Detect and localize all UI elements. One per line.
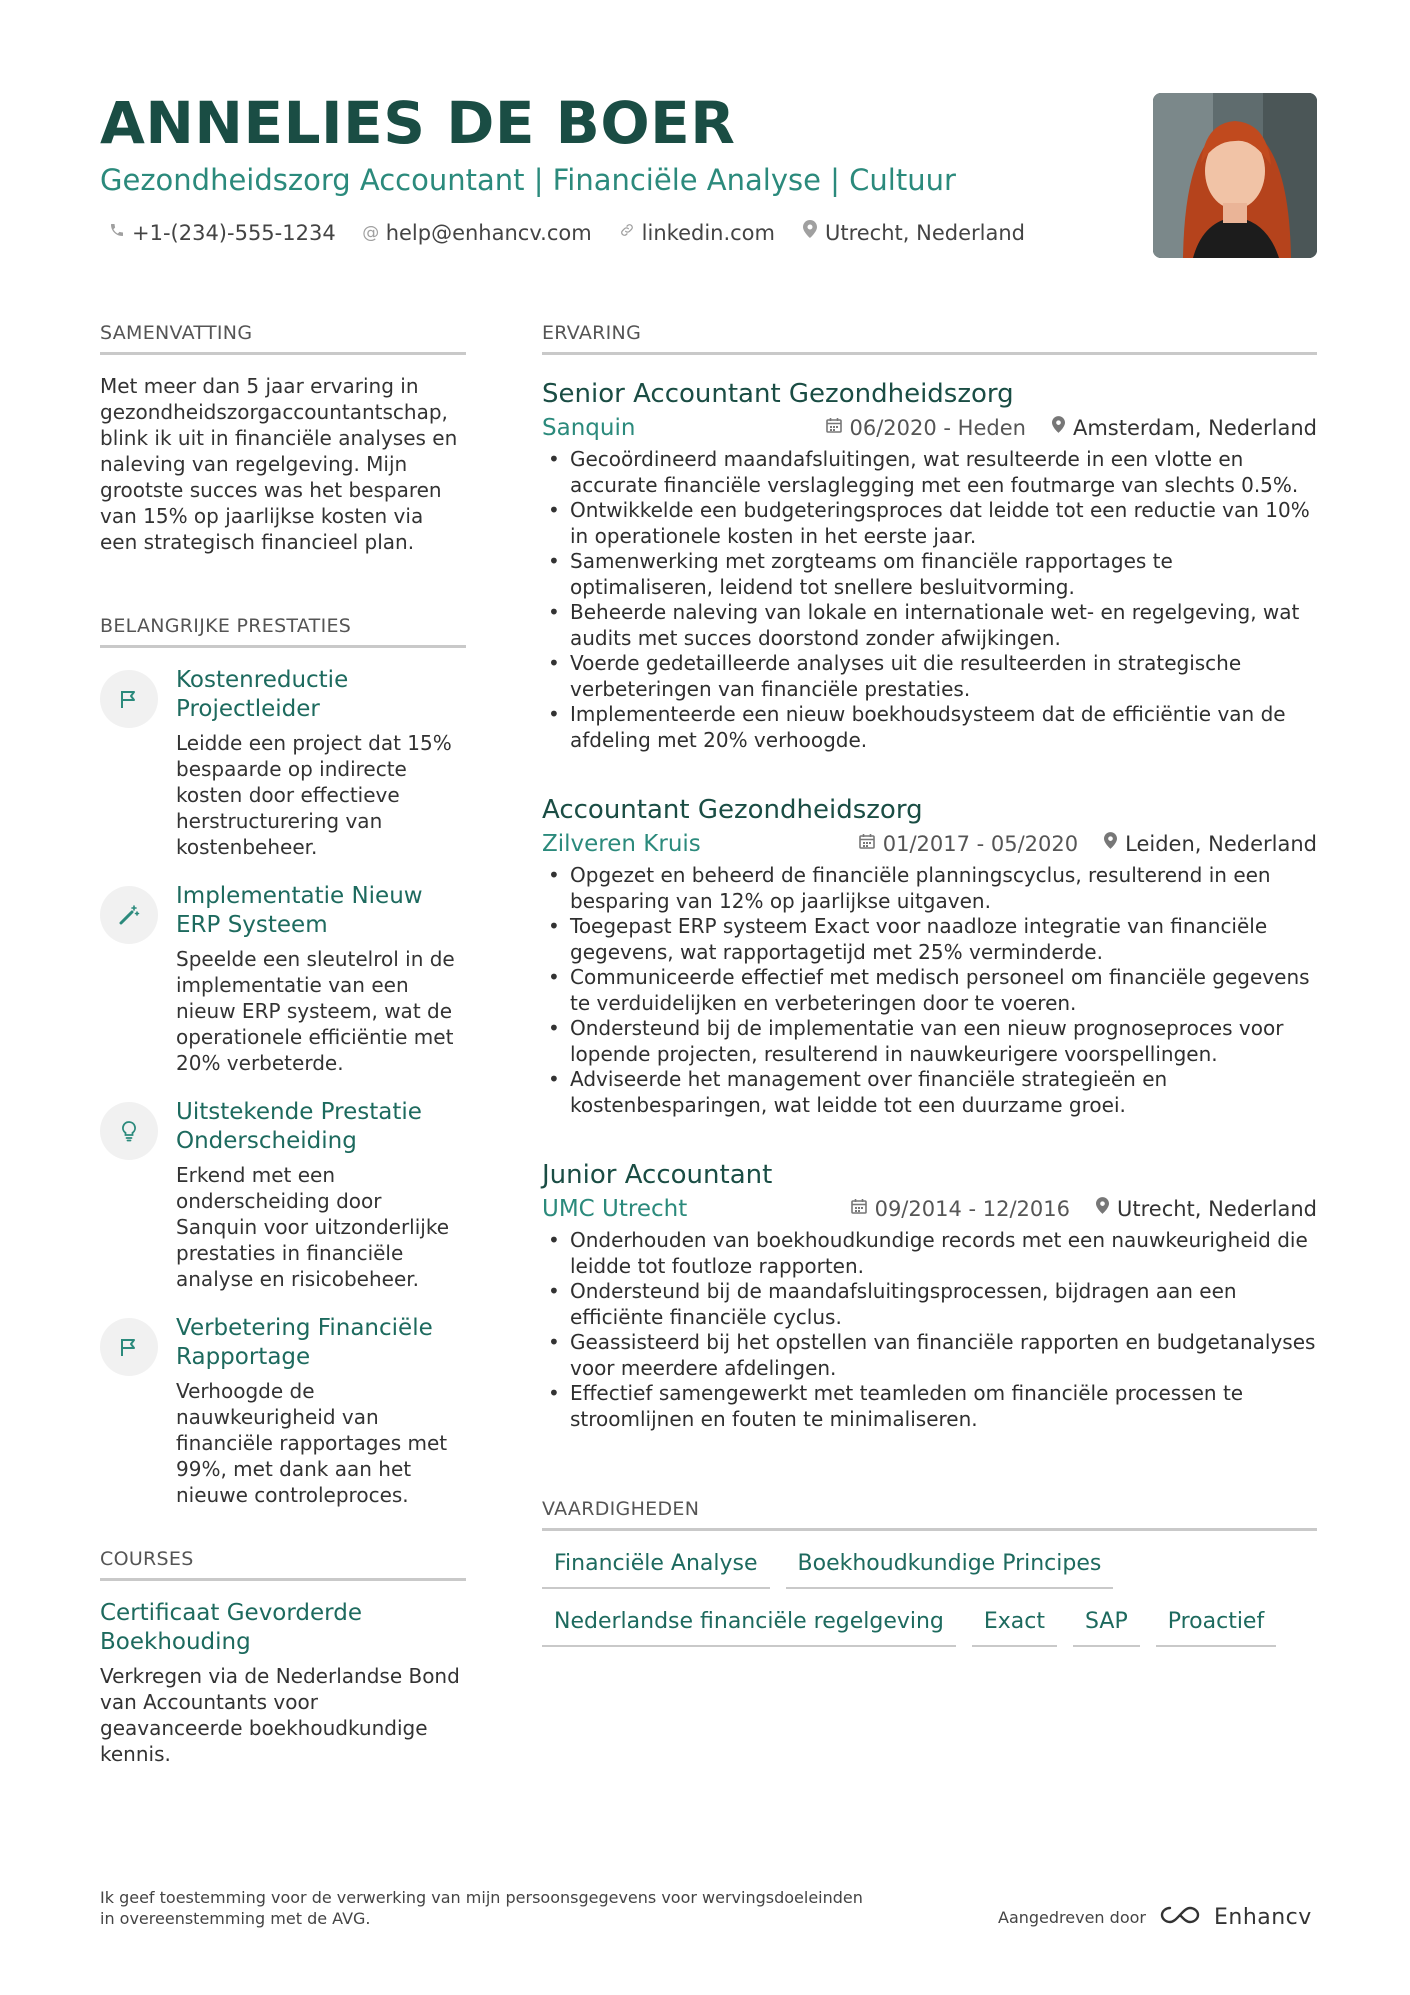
job-bullet: • Samenwerking met zorgteams om financiële rapportages te optimaliseren, leidend tot snellere besluitvorming.: [542, 549, 1317, 600]
flag-icon: [100, 1318, 158, 1376]
job-entry: [542, 377, 1317, 753]
job-location: Leiden, Nederland: [1125, 832, 1317, 856]
course-title: Certificaat Gevorderde Boekhouding: [100, 1600, 362, 1655]
calendar-icon: [851, 1194, 867, 1224]
job-bullet: • Gecoördineerd maandafsluitingen, wat resulteerde in een vlotte en accurate financiële verslaglegging met een foutmarge van slechts 0.5%.: [542, 447, 1317, 498]
job-title: Junior Accountant: [542, 1160, 773, 1190]
enhancv-brand: Enhancv: [1213, 1904, 1312, 1930]
job-date: 09/2014 - 12/2016: [874, 1197, 1070, 1221]
flag-icon: [100, 670, 158, 728]
location-pin-icon: [1052, 413, 1065, 443]
job-title: Accountant Gezondheidszorg: [542, 795, 923, 825]
profile-photo: [1153, 93, 1317, 258]
phone-icon: [108, 218, 126, 248]
skill-tag: Exact: [972, 1603, 1057, 1647]
achievement-title: Implementatie Nieuw ERP Systeem: [176, 883, 423, 938]
job-bullets: [542, 1228, 1317, 1432]
location-pin-icon: [1104, 829, 1117, 859]
job-bullet: • Adviseerde het management over financiële strategieën en kostenbesparingen, wat leidde tot een duurzame groei.: [542, 1067, 1317, 1118]
candidate-subtitle: Gezondheidszorg Accountant | Financiële Analyse | Cultuur: [100, 163, 956, 197]
job-company: UMC Utrecht: [542, 1196, 688, 1222]
skill-tag: Nederlandse financiële regelgeving: [542, 1603, 956, 1647]
job-bullet: • Effectief samengewerkt met teamleden om financiële processen te stroomlijnen en fouten te minimaliseren.: [542, 1381, 1317, 1432]
location-pin-icon: [1096, 1194, 1109, 1224]
achievements-section: [100, 613, 466, 1508]
link-icon: [618, 218, 636, 248]
lightbulb-icon: [100, 1102, 158, 1160]
job-bullet: • Beheerde naleving van lokale en internationale wet- en regelgeving, wat audits met succes doorstond zonder afwijkingen.: [542, 600, 1317, 651]
skill-tag: SAP: [1073, 1603, 1140, 1647]
job-title: Senior Accountant Gezondheidszorg: [542, 379, 1014, 409]
enhancv-logo-icon: [1156, 1903, 1204, 1931]
contact-phone[interactable]: [108, 218, 336, 248]
skill-tag: Proactief: [1156, 1603, 1277, 1647]
job-bullet: • Toegepast ERP systeem Exact voor naadloze integratie van financiële gegevens, wat rapportagetijd met 25% verminderde.: [542, 914, 1317, 965]
powered-by[interactable]: [998, 1903, 1312, 1931]
location-pin-icon: [801, 218, 819, 248]
job-bullet: • Communiceerde effectief met medisch personeel om financiële gegevens te verduidelijken en verbeteringen door te voeren.: [542, 965, 1317, 1016]
job-bullet: • Geassisteerd bij het opstellen van financiële rapporten en budgetanalyses voor meerdere afdelingen.: [542, 1330, 1317, 1381]
job-bullet: • Implementeerde een nieuw boekhoudsysteem dat de efficiëntie van de afdeling met 20% verhoogde.: [542, 702, 1317, 753]
summary-section: [100, 320, 466, 555]
achievement-item: [100, 1098, 466, 1292]
courses-heading: COURSES: [100, 1546, 466, 1581]
achievement-item: [100, 882, 466, 1076]
summary-heading: SAMENVATTING: [100, 320, 466, 355]
job-bullet: • Ontwikkelde een budgeteringsproces dat leidde tot een reductie van 10% in operationele kosten in het eerste jaar.: [542, 498, 1317, 549]
achievement-desc: Verhoogde de nauwkeurigheid van financiële rapportages met 99%, met dank aan het nieuwe controleproces.: [176, 1379, 448, 1507]
course-desc: Verkregen via de Nederlandse Bond van Accountants voor geavanceerde boekhoudkundige kennis.: [100, 1664, 460, 1766]
left-column: [100, 320, 466, 1767]
job-bullet: • Ondersteund bij de implementatie van een nieuw prognoseproces voor lopende projecten, resulterend in nauwkeurigere voorspellingen.: [542, 1016, 1317, 1067]
job-location: Utrecht, Nederland: [1117, 1197, 1317, 1221]
contact-phone-text: +1-(234)-555-1234: [132, 221, 336, 245]
achievement-title: Verbetering Financiële Rapportage: [176, 1315, 433, 1370]
achievement-title: Kostenreductie Projectleider: [176, 667, 349, 722]
contact-linkedin-text: linkedin.com: [641, 221, 775, 245]
contact-email[interactable]: [362, 218, 592, 248]
job-bullet: • Opgezet en beheerd de financiële planningscyclus, resulterend in een besparing van 12% op jaarlijkse uitgaven.: [542, 863, 1317, 914]
skills-heading: VAARDIGHEDEN: [542, 1496, 1317, 1531]
skill-tag: Boekhoudkundige Principes: [786, 1545, 1114, 1589]
job-date: 01/2017 - 05/2020: [882, 832, 1079, 856]
contact-bar: [108, 218, 1025, 248]
powered-by-label: Aangedreven door: [998, 1907, 1146, 1927]
candidate-name: ANNELIES DE BOER: [100, 89, 736, 157]
job-bullet: • Ondersteund bij de maandafsluitingsprocessen, bijdragen aan een efficiënte financiële cyclus.: [542, 1279, 1317, 1330]
consent-note: Ik geef toestemming voor de verwerking van mijn persoonsgegevens voor wervingsdoeleinden in overeenstemming met de AVG.: [100, 1888, 863, 1928]
job-company: Zilveren Kruis: [542, 831, 701, 857]
job-bullets: [542, 863, 1317, 1118]
summary-text: Met meer dan 5 jaar ervaring in gezondheidszorgaccountantschap, blink ik uit in financiële analyses en naleving van regelgeving. Mijn grootste succes was het besparen van 15% op jaarlijkse kosten via een strategisch financieel plan.: [100, 374, 458, 554]
courses-section: [100, 1546, 466, 1767]
job-location: Amsterdam, Nederland: [1072, 416, 1317, 440]
contact-linkedin[interactable]: [618, 218, 775, 248]
achievement-desc: Erkend met een onderscheiding door Sanquin voor uitzonderlijke prestaties in financiële analyse en risicobeheer.: [176, 1163, 450, 1291]
achievement-item: [100, 1314, 466, 1508]
right-column: [542, 320, 1317, 1647]
job-company: Sanquin: [542, 415, 636, 441]
achievement-desc: Leidde een project dat 15% bespaarde op indirecte kosten door effectieve herstructurering van kostenbeheer.: [176, 731, 452, 859]
job-entry: [542, 1158, 1317, 1432]
at-icon: @: [362, 223, 380, 243]
skill-tag: Financiële Analyse: [542, 1545, 770, 1589]
job-bullet: • Onderhouden van boekhoudkundige records met een nauwkeurigheid die leidde tot foutloze rapporten.: [542, 1228, 1317, 1279]
job-date: 06/2020 - Heden: [849, 416, 1026, 440]
achievement-title: Uitstekende Prestatie Onderscheiding: [176, 1099, 422, 1154]
experience-heading: ERVARING: [542, 320, 1317, 355]
job-bullets: [542, 447, 1317, 753]
achievements-heading: BELANGRIJKE PRESTATIES: [100, 613, 466, 648]
achievement-desc: Speelde een sleutelrol in de implementatie van een nieuw ERP systeem, wat de operationele efficiëntie met 20% verbeterde.: [176, 947, 455, 1075]
job-entry: [542, 793, 1317, 1118]
magic-wand-icon: [100, 886, 158, 944]
contact-email-text: help@enhancv.com: [385, 221, 592, 245]
calendar-icon: [826, 413, 842, 443]
contact-location: [801, 218, 1025, 248]
achievement-item: [100, 666, 466, 860]
job-bullet: • Voerde gedetailleerde analyses uit die resulteerden in strategische verbeteringen van financiële prestaties.: [542, 651, 1317, 702]
skills-section: [542, 1496, 1317, 1647]
calendar-icon: [859, 829, 875, 859]
contact-location-text: Utrecht, Nederland: [824, 221, 1025, 245]
